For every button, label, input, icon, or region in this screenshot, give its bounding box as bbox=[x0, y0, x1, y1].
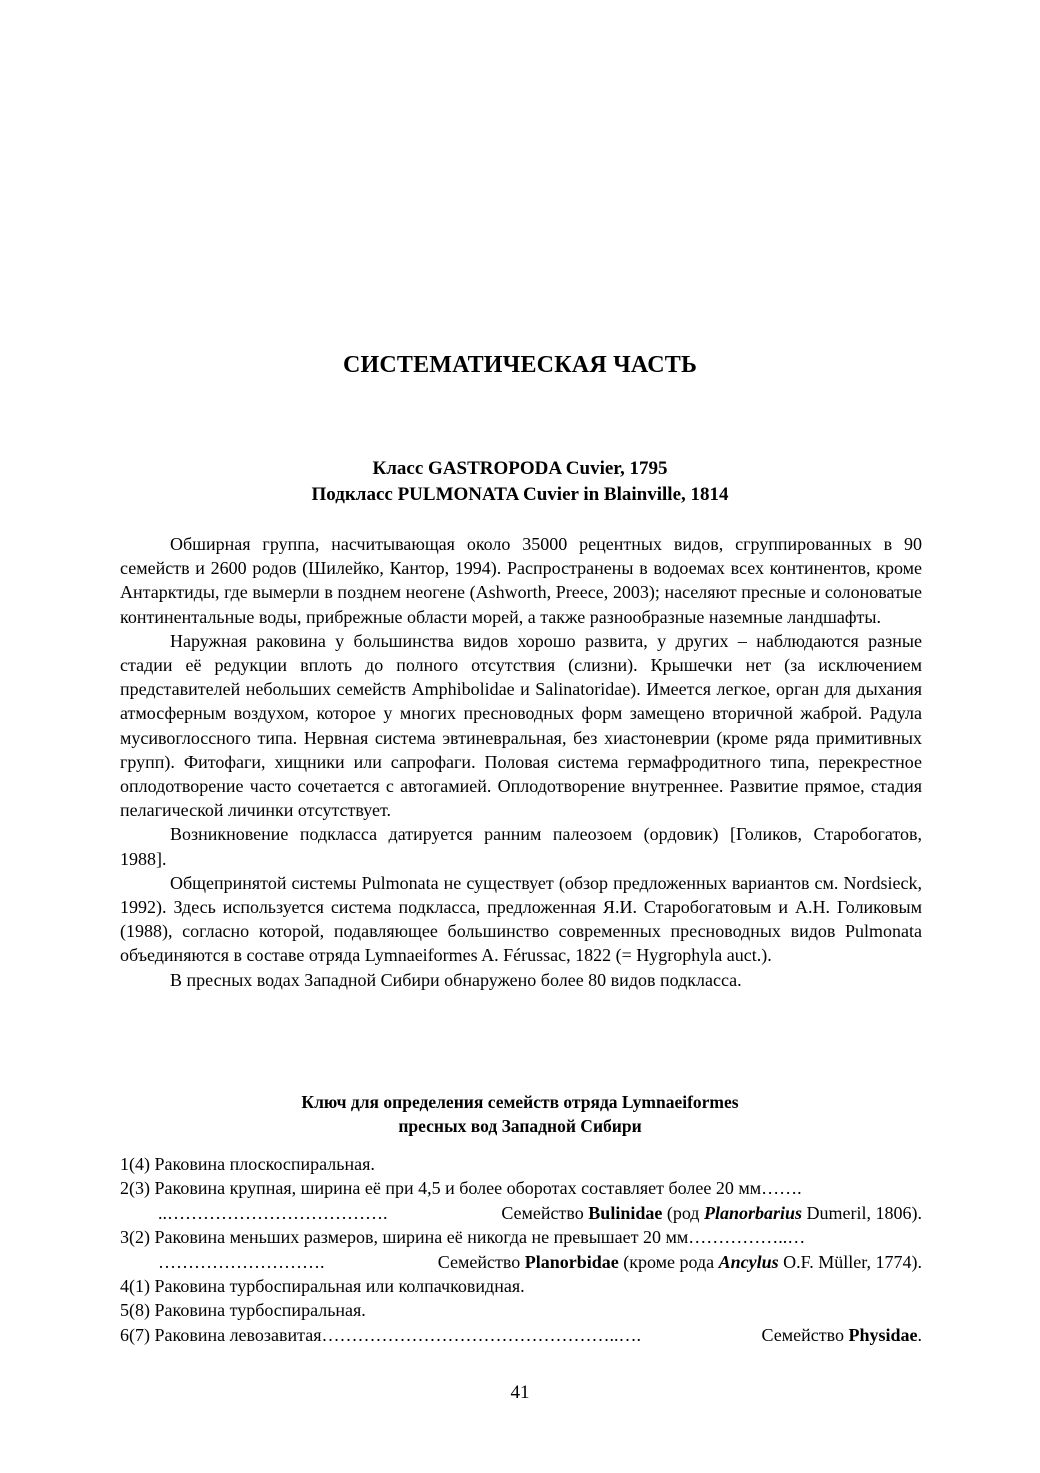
key-item-4: 4(1) Раковина турбоспиральная или колпачковидная. bbox=[120, 1276, 525, 1297]
paragraph: В пресных водах Западной Сибири обнаружено более 80 видов подкласса. bbox=[170, 969, 742, 990]
key-item-2-result-mid: (род bbox=[662, 1202, 704, 1223]
key-item-2-continuation bbox=[120, 1201, 922, 1225]
key-heading-line-1: Ключ для определения семейств отряда Lymnaeiformes bbox=[301, 1092, 739, 1112]
key-item-5: 5(8) Раковина турбоспиральная. bbox=[120, 1300, 366, 1321]
key-item-3-result-pre: Семейство bbox=[437, 1251, 525, 1272]
paragraph: Наружная раковина у большинства видов хорошо развита, у других – наблюдаются разные стадии её редукции вплоть до полного отсутствия (слизни). Крышечки нет (за исключением представителей небольших семейств Amphibolidae и Salinatoridae). Имеется легкое, орган для дыхания атмосферным воздухом, которое у многих пресноводных форм замещено вторичной жаброй. Радула мусивоглоссного типа. Нервная система эвтиневральная, без хиастоневрии (кроме ряда примитивных групп). Фитофаги, хищники или сапрофаги. Половая система гермафродитного типа, перекрестное оплодотворение часто сочетается с автогамией. Оплодотворение внутреннее. Развитие прямое, стадия пелагической личинки отсутствует. bbox=[120, 630, 922, 821]
key-item-3 bbox=[120, 1225, 922, 1249]
key-item-2-leader: ..………………………………. bbox=[158, 1202, 388, 1223]
key-item-3-result-post: O.F. Müller, 1774). bbox=[778, 1251, 922, 1272]
paragraph: Обширная группа, насчитывающая около 35000 рецентных видов, сгруппированных в 90 семейств и 2600 родов (Шилейко, Кантор, 1994). Распространены в водоемах всех континентов, кроме Антарктиды, где вымерли в позднем неогене (Ashworth, Preece, 2003); населяют пресные и солоноватые континентальные воды, прибрежные области морей, а также разнообразные наземные ландшафты. bbox=[120, 534, 922, 627]
family-name: Bulinidae bbox=[588, 1202, 663, 1223]
genus-name: Ancylus bbox=[718, 1251, 779, 1272]
page-number: 41 bbox=[510, 1382, 530, 1403]
key-item-3-continuation bbox=[120, 1250, 922, 1274]
class-heading bbox=[0, 456, 1040, 508]
key-item-6-leader: …………………………………………..…. bbox=[321, 1324, 642, 1345]
page-title: СИСТЕМАТИЧЕСКАЯ ЧАСТЬ bbox=[342, 352, 698, 378]
key-item-2-dots: ……. bbox=[761, 1178, 802, 1199]
genus-name: Planorbarius bbox=[703, 1202, 803, 1223]
key-item-3-dots: ……………..… bbox=[688, 1227, 806, 1248]
key-item-2-result bbox=[501, 1201, 922, 1225]
key-item-6-result-pre: Семейство bbox=[761, 1324, 849, 1345]
body-text bbox=[120, 532, 922, 992]
key-item-3-text: 3(2) Раковина меньших размеров, ширина её никогда не превышает 20 мм bbox=[120, 1227, 689, 1248]
family-name: Planorbidae bbox=[524, 1251, 619, 1272]
key-item-2-result-post: Dumeril, 1806). bbox=[802, 1202, 922, 1223]
key-item-6-result bbox=[762, 1323, 922, 1347]
key-item-6-text: 6(7) Раковина левозавитая bbox=[120, 1324, 322, 1345]
key-heading-line-2: пресных вод Западной Сибири bbox=[398, 1116, 642, 1136]
key-item-6 bbox=[120, 1323, 922, 1347]
identification-key bbox=[120, 1152, 922, 1347]
key-item-2-text: 2(3) Раковина крупная, ширина её при 4,5 и более оборотах составляет более 20 мм bbox=[120, 1178, 762, 1199]
paragraph: Общепринятой системы Pulmonata не существует (обзор предложенных вариантов см. Nordsieck, 1992). Здесь используется система подкласса, предложенная Я.И. Старобогатовым и А.Н. Голиковым (1988), согласно которой, подавляющее большинство современных пресноводных видов Pulmonata объединяются в составе отряда Lymnaeiformes A. Férussac, 1822 (= Hygrophyla auct.). bbox=[120, 872, 922, 966]
key-item-2 bbox=[120, 1176, 922, 1200]
class-heading-line-1: Класс GASTROPODA Cuvier, 1795 bbox=[372, 458, 668, 479]
class-heading-line-2: Подкласс PULMONATA Cuvier in Blainville, 1814 bbox=[311, 484, 729, 505]
key-item-6-result-post: . bbox=[917, 1324, 922, 1345]
key-item-1: 1(4) Раковина плоскоспиральная. bbox=[120, 1154, 375, 1174]
key-heading bbox=[0, 1090, 1040, 1138]
paragraph: Возникновение подкласса датируется ранним палеозоем (ордовик) [Голиков, Старобогатов, 1988]. bbox=[120, 824, 922, 869]
key-item-3-leader: ………………………. bbox=[158, 1251, 325, 1272]
key-item-2-result-pre: Семейство bbox=[501, 1202, 589, 1223]
key-item-3-result-mid: (кроме рода bbox=[618, 1251, 719, 1272]
family-name: Physidae bbox=[848, 1324, 918, 1345]
key-item-3-result bbox=[438, 1250, 922, 1274]
